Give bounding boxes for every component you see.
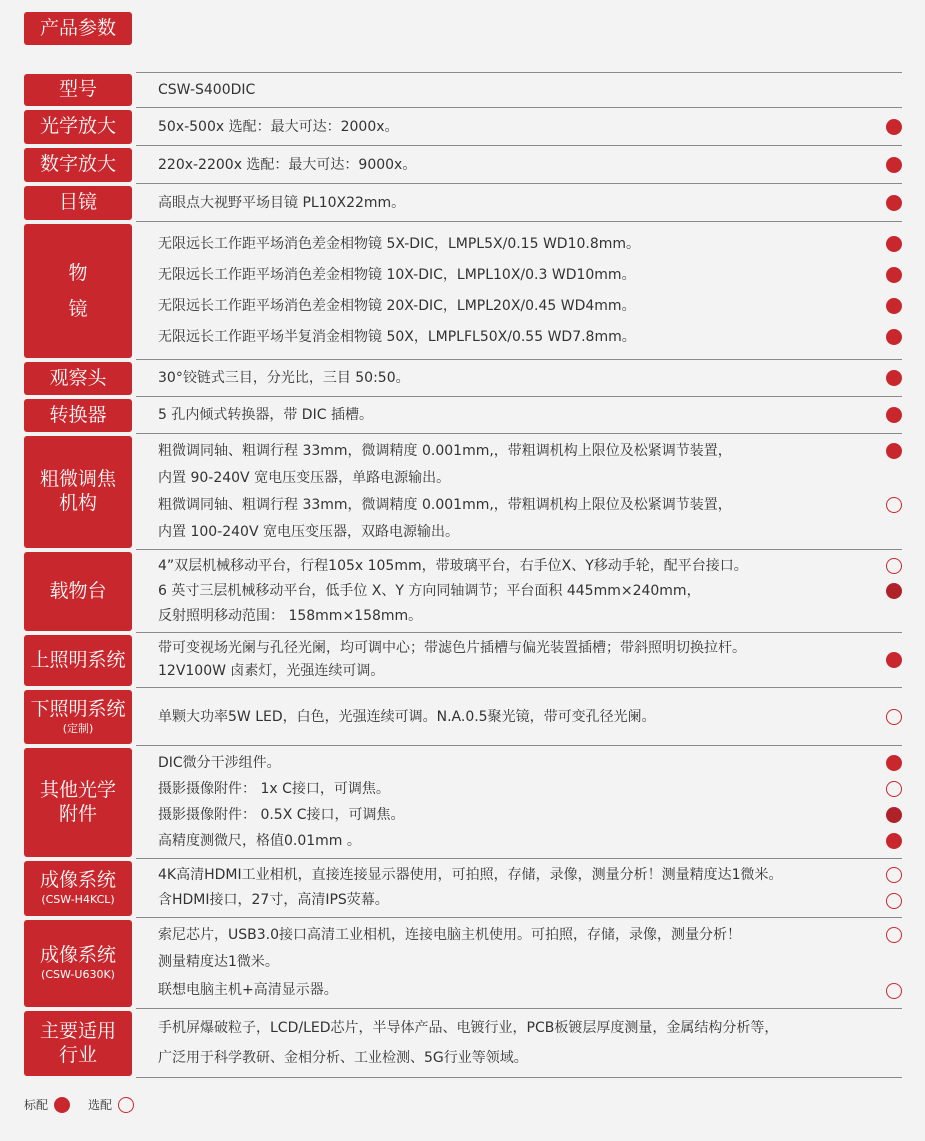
- spec-row: [24, 550, 902, 633]
- spec-line: [136, 776, 902, 802]
- spec-text: 12V100W 卤素灯，光强连续可调。: [158, 663, 385, 679]
- spec-text: 内置 90-240V 宽电压变压器，单路电源输出。: [158, 469, 451, 486]
- row-content: [136, 688, 902, 746]
- spec-line: [136, 192, 902, 214]
- row-label-text: 物: [68, 261, 88, 284]
- spec-line: [136, 802, 902, 828]
- spec-line: [136, 949, 902, 977]
- spec-row: [24, 434, 902, 550]
- spec-text: 无限远长工作距平场消色差金相物镜 10X-DIC，LMPL10X/0.3 WD10mm。: [158, 266, 636, 283]
- spec-line: [136, 554, 902, 579]
- spec-row: [24, 184, 902, 222]
- standard-dot-icon: [886, 267, 902, 283]
- row-label: [24, 436, 132, 548]
- standard-dot-icon: [886, 329, 902, 345]
- spec-text: 内置 100-240V 宽电压变压器，双路电源输出。: [158, 523, 459, 540]
- row-label-text: 载物台: [49, 579, 107, 602]
- spec-text: 粗微调同轴、粗调行程 33mm，微调精度 0.001mm,，带粗调机构上限位及松紧调节装置，: [158, 442, 732, 459]
- spec-line: [136, 404, 902, 426]
- row-label-text: 粗微调焦: [39, 468, 116, 491]
- spec-line: [136, 750, 902, 776]
- spec-line: [136, 519, 902, 546]
- spec-row: [24, 72, 902, 108]
- spec-text: 索尼芯片，USB3.0接口高清工业相机，连接电脑主机使用。可拍照，存储，录像，测量分析！: [158, 926, 742, 943]
- spec-text: 联想电脑主机+高清显示器。: [158, 981, 338, 998]
- row-label-text: 转换器: [49, 403, 107, 426]
- row-label: [24, 552, 132, 631]
- spec-line: [136, 1013, 902, 1044]
- row-label-text: 行业: [58, 1043, 97, 1066]
- row-content: [136, 72, 902, 108]
- row-label-text: 数字放大: [39, 153, 116, 176]
- standard-dot-icon: [886, 195, 902, 211]
- row-content: [136, 859, 902, 918]
- row-content: [136, 222, 902, 360]
- row-label: [24, 74, 132, 106]
- spec-text: 广泛用于科学教研、金相分析、工业检测、5G行业等领域。: [158, 1050, 528, 1066]
- row-label: [24, 861, 132, 916]
- spec-text: 粗微调同轴、粗调行程 33mm，微调精度 0.001mm,，带粗调机构上限位及松紧调节装置，: [158, 496, 732, 513]
- row-label: [24, 148, 132, 182]
- legend: [24, 1096, 152, 1113]
- row-label-text: 成像系统: [39, 944, 116, 967]
- spec-line: [136, 79, 902, 101]
- spec-row: [24, 859, 902, 918]
- spec-line: [136, 492, 902, 519]
- standard-dot-icon: [886, 236, 902, 252]
- spec-line: [136, 154, 902, 176]
- spec-text: 摄影摄像附件： 1x C接口，可调焦。: [158, 780, 390, 797]
- spec-line: [136, 706, 902, 728]
- row-content: [136, 550, 902, 633]
- spec-text: 含HDMI接口，27寸，高清IPS荧幕。: [158, 892, 389, 908]
- spec-line: [136, 579, 902, 604]
- row-label-text: 主要适用: [39, 1019, 116, 1042]
- spec-text: 测量精度达1微米。: [158, 954, 279, 971]
- spec-line: [136, 977, 902, 1005]
- row-label-text: 下照明系统: [30, 697, 126, 720]
- spec-line: [136, 922, 902, 950]
- row-label-text: 机构: [58, 492, 97, 514]
- spec-text: 50x-500x 选配：最大可达：2000x。: [158, 118, 399, 135]
- spec-text: 带可变视场光阑与孔径光阑，均可调中心；带滤色片插槽与偏光装置插槽；带斜照明切换拉杆。: [158, 639, 746, 656]
- spec-text: CSW-S400DIC: [158, 81, 256, 98]
- row-label-sub: (CSW-H4KCL): [41, 893, 115, 907]
- spec-text: 无限远长工作距平场消色差金相物镜 20X-DIC，LMPL20X/0.45 WD4mm。: [158, 297, 636, 314]
- spec-text: 4”双层机械移动平台，行程105x 105mm，带玻璃平台，右手位X、Y移动手轮，配平台接口。: [158, 557, 748, 574]
- spec-text: 高精度测微尺，格值0.01mm 。: [158, 833, 361, 850]
- standard-dot-icon: [886, 407, 902, 423]
- spec-text: 无限远长工作距平场半复消金相物镜 50X，LMPLFL50X/0.55 WD7.8mm。: [158, 328, 636, 345]
- row-content: [136, 746, 902, 859]
- standard-dot-icon: [886, 443, 902, 459]
- spec-line: [136, 260, 902, 291]
- optional-dot-icon: [886, 893, 902, 909]
- optional-dot-icon: [886, 927, 902, 943]
- row-label: [24, 690, 132, 744]
- row-label-text: 目镜: [58, 191, 97, 214]
- optional-dot-icon: [886, 558, 902, 574]
- optional-dot-icon: [118, 1097, 134, 1113]
- row-content: [136, 633, 902, 688]
- spec-text: 30°铰链式三目，分光比，三目 50:50。: [158, 370, 410, 386]
- row-label-text: 上照明系统: [30, 648, 126, 671]
- spec-text: 无限远长工作距平场消色差金相物镜 5X-DIC，LMPL5X/0.15 WD10.8mm。: [158, 235, 641, 252]
- section-title: 产品参数: [24, 12, 132, 45]
- standard-dot-icon: [886, 298, 902, 314]
- spec-text: 4K高清HDMI工业相机，直接连接显示器使用，可拍照，存储，录像，测量分析！测量精度达1微米。: [158, 866, 783, 883]
- standard-dot-icon: [886, 119, 902, 135]
- spec-text: 220x-2200x 选配：最大可达：9000x。: [158, 156, 417, 173]
- spec-line: [136, 367, 902, 389]
- standard-dot-icon: [886, 652, 902, 668]
- spec-text: 6 英寸三层机械移动平台，低手位 X、Y 方向同轴调节；平台面积 445mm×240mm，: [158, 582, 701, 599]
- spec-row: [24, 688, 902, 746]
- spec-line: [136, 863, 902, 889]
- row-label-text: 观察头: [49, 366, 107, 389]
- row-content: [136, 146, 902, 184]
- row-content: [136, 184, 902, 222]
- row-label: [24, 635, 132, 686]
- standard-dot-icon: [54, 1097, 70, 1113]
- row-content: [136, 1009, 902, 1078]
- row-content: [136, 108, 902, 146]
- optional-dot-icon: [886, 709, 902, 725]
- optional-dot-icon: [886, 781, 902, 797]
- row-content: [136, 918, 902, 1009]
- row-label-sub: (CSW-U630K): [41, 968, 115, 982]
- row-label-sub: (定制): [62, 721, 94, 735]
- row-content: [136, 397, 902, 434]
- spec-line: [136, 465, 902, 492]
- spec-line: [136, 438, 902, 465]
- spec-row: [24, 360, 902, 397]
- row-label: [24, 920, 132, 1007]
- row-label-text: 镜: [68, 298, 88, 320]
- row-label-text: 成像系统: [39, 869, 116, 892]
- optional-dot-icon: [886, 983, 902, 999]
- spec-text: 手机屏爆破粒子，LCD/LED芯片，半导体产品、电镀行业，PCB板镀层厚度测量，金属结构分析等，: [158, 1019, 779, 1036]
- optional-dot-icon: [886, 497, 902, 513]
- row-label: [24, 399, 132, 432]
- standard-dot-icon: [886, 833, 902, 849]
- row-label-text: 光学放大: [39, 115, 116, 138]
- spec-row: [24, 1009, 902, 1078]
- spec-line: [136, 828, 902, 854]
- row-label: [24, 1011, 132, 1076]
- spec-row: [24, 146, 902, 184]
- standard-dot-icon: [886, 583, 902, 599]
- spec-line: [136, 1043, 902, 1074]
- spec-line: [136, 888, 902, 914]
- standard-dot-icon: [886, 370, 902, 386]
- spec-line: [136, 604, 902, 629]
- spec-row: [24, 746, 902, 859]
- row-label-text: 附件: [58, 802, 97, 825]
- row-label: [24, 224, 132, 358]
- legend-optional-label: 选配: [88, 1098, 113, 1112]
- legend-standard-label: 标配: [24, 1098, 49, 1112]
- row-label-text: 其他光学: [39, 778, 116, 801]
- spec-line: [136, 637, 902, 661]
- spec-line: [136, 116, 902, 138]
- row-label: [24, 362, 132, 395]
- spec-line: [136, 322, 902, 353]
- spec-text: 5 孔内倾式转换器，带 DIC 插槽。: [158, 407, 373, 423]
- row-content: [136, 434, 902, 550]
- row-label-text: 型号: [58, 78, 97, 101]
- standard-dot-icon: [886, 807, 902, 823]
- spec-line: [136, 291, 902, 322]
- spec-row: [24, 222, 902, 360]
- spec-table: [24, 72, 902, 1078]
- row-label: [24, 186, 132, 220]
- spec-row: [24, 397, 902, 434]
- spec-text: DIC微分干涉组件。: [158, 754, 281, 771]
- standard-dot-icon: [886, 157, 902, 173]
- standard-dot-icon: [886, 755, 902, 771]
- spec-text: 高眼点大视野平场目镜 PL10X22mm。: [158, 194, 406, 211]
- spec-text: 反射照明移动范围： 158mm×158mm。: [158, 607, 423, 624]
- spec-row: [24, 918, 902, 1009]
- spec-line: [136, 660, 902, 684]
- spec-text: 摄影摄像附件： 0.5X C接口，可调焦。: [158, 807, 405, 823]
- spec-row: [24, 108, 902, 146]
- spec-row: [24, 633, 902, 688]
- row-label: [24, 110, 132, 144]
- spec-text: 单颗大功率5W LED，白色，光强连续可调。N.A.0.5聚光镜，带可变孔径光阑。: [158, 708, 656, 725]
- optional-dot-icon: [886, 867, 902, 883]
- row-label: [24, 748, 132, 857]
- row-content: [136, 360, 902, 397]
- spec-line: [136, 229, 902, 260]
